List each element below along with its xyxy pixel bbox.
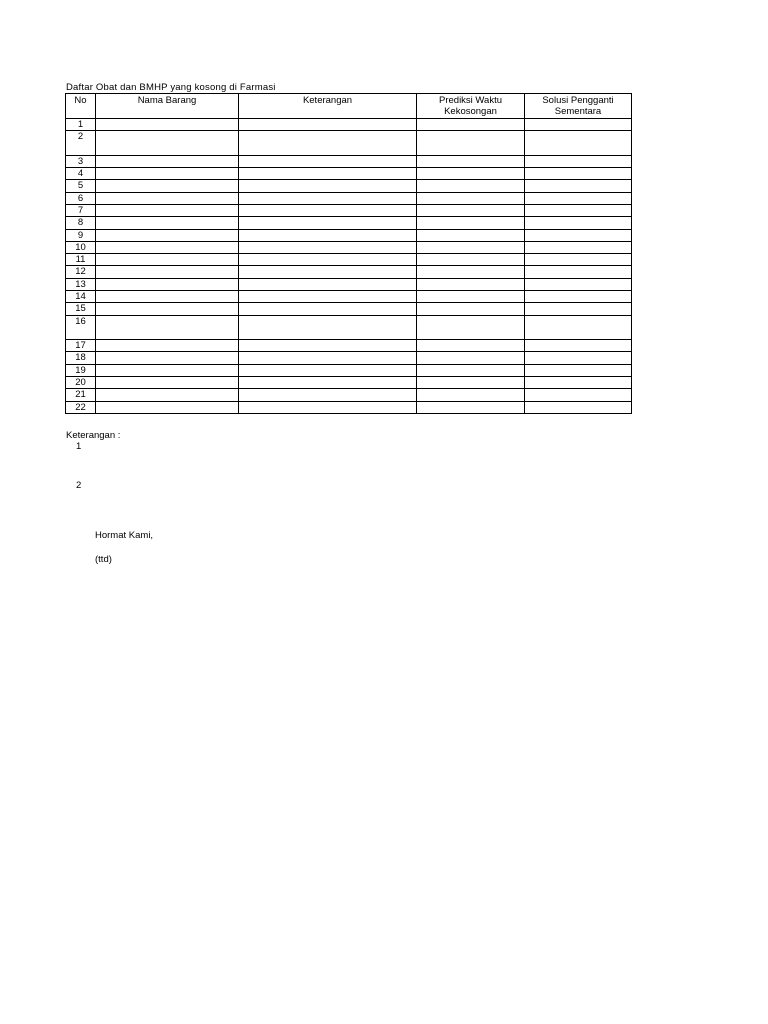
table-row bbox=[66, 266, 632, 278]
cell-solusi[interactable] bbox=[525, 266, 632, 278]
cell-nama-barang[interactable] bbox=[96, 377, 239, 389]
table-row bbox=[66, 291, 632, 303]
table-row bbox=[66, 315, 632, 340]
header-solusi-pengganti: Solusi Pengganti Sementara bbox=[525, 94, 632, 119]
row-number: 11 bbox=[66, 254, 96, 266]
table-row bbox=[66, 340, 632, 352]
cell-solusi[interactable] bbox=[525, 229, 632, 241]
row-number: 13 bbox=[66, 278, 96, 290]
cell-keterangan[interactable] bbox=[239, 204, 417, 216]
header-prediksi-waktu: Prediksi Waktu Kekosongan bbox=[417, 94, 525, 119]
table-row bbox=[66, 254, 632, 266]
cell-keterangan[interactable] bbox=[239, 229, 417, 241]
cell-solusi[interactable] bbox=[525, 119, 632, 131]
row-number: 14 bbox=[66, 291, 96, 303]
cell-solusi[interactable] bbox=[525, 241, 632, 253]
table-header-row bbox=[66, 94, 632, 119]
cell-solusi[interactable] bbox=[525, 131, 632, 156]
cell-prediksi[interactable] bbox=[417, 254, 525, 266]
cell-solusi[interactable] bbox=[525, 401, 632, 413]
cell-nama-barang[interactable] bbox=[96, 291, 239, 303]
cell-prediksi[interactable] bbox=[417, 340, 525, 352]
row-number: 22 bbox=[66, 401, 96, 413]
cell-nama-barang[interactable] bbox=[96, 401, 239, 413]
closing-greeting: Hormat Kami, bbox=[95, 530, 154, 541]
cell-prediksi[interactable] bbox=[417, 155, 525, 167]
row-number: 6 bbox=[66, 192, 96, 204]
table-row bbox=[66, 389, 632, 401]
cell-keterangan[interactable] bbox=[239, 389, 417, 401]
cell-prediksi[interactable] bbox=[417, 217, 525, 229]
cell-nama-barang[interactable] bbox=[96, 364, 239, 376]
cell-nama-barang[interactable] bbox=[96, 131, 239, 156]
cell-nama-barang[interactable] bbox=[96, 340, 239, 352]
cell-nama-barang[interactable] bbox=[96, 389, 239, 401]
cell-keterangan[interactable] bbox=[239, 192, 417, 204]
table-row bbox=[66, 278, 632, 290]
row-number: 2 bbox=[66, 131, 96, 156]
cell-prediksi[interactable] bbox=[417, 119, 525, 131]
note-item-number: 1 bbox=[76, 441, 82, 452]
cell-keterangan[interactable] bbox=[239, 155, 417, 167]
header-no: No bbox=[66, 94, 96, 119]
cell-prediksi[interactable] bbox=[417, 131, 525, 156]
row-number: 20 bbox=[66, 377, 96, 389]
cell-solusi[interactable] bbox=[525, 204, 632, 216]
table-row bbox=[66, 377, 632, 389]
cell-solusi[interactable] bbox=[525, 315, 632, 340]
cell-prediksi[interactable] bbox=[417, 192, 525, 204]
cell-nama-barang[interactable] bbox=[96, 303, 239, 315]
row-number: 21 bbox=[66, 389, 96, 401]
cell-keterangan[interactable] bbox=[239, 119, 417, 131]
cell-keterangan[interactable] bbox=[239, 364, 417, 376]
row-number: 17 bbox=[66, 340, 96, 352]
note-item-number: 2 bbox=[76, 480, 82, 491]
cell-solusi[interactable] bbox=[525, 303, 632, 315]
cell-prediksi[interactable] bbox=[417, 241, 525, 253]
cell-prediksi[interactable] bbox=[417, 168, 525, 180]
cell-solusi[interactable] bbox=[525, 340, 632, 352]
table-row bbox=[66, 352, 632, 364]
row-number: 8 bbox=[66, 217, 96, 229]
cell-keterangan[interactable] bbox=[239, 340, 417, 352]
table-row bbox=[66, 229, 632, 241]
cell-solusi[interactable] bbox=[525, 364, 632, 376]
cell-solusi[interactable] bbox=[525, 389, 632, 401]
cell-solusi[interactable] bbox=[525, 291, 632, 303]
cell-prediksi[interactable] bbox=[417, 204, 525, 216]
header-nama-barang: Nama Barang bbox=[96, 94, 239, 119]
medicine-table bbox=[65, 93, 632, 414]
cell-nama-barang[interactable] bbox=[96, 192, 239, 204]
cell-keterangan[interactable] bbox=[239, 254, 417, 266]
table-row bbox=[66, 303, 632, 315]
cell-keterangan[interactable] bbox=[239, 278, 417, 290]
cell-prediksi[interactable] bbox=[417, 401, 525, 413]
cell-solusi[interactable] bbox=[525, 352, 632, 364]
cell-keterangan[interactable] bbox=[239, 241, 417, 253]
row-number: 12 bbox=[66, 266, 96, 278]
cell-prediksi[interactable] bbox=[417, 278, 525, 290]
row-number: 10 bbox=[66, 241, 96, 253]
table-row bbox=[66, 217, 632, 229]
cell-keterangan[interactable] bbox=[239, 180, 417, 192]
cell-prediksi[interactable] bbox=[417, 303, 525, 315]
cell-nama-barang[interactable] bbox=[96, 168, 239, 180]
row-number: 3 bbox=[66, 155, 96, 167]
cell-nama-barang[interactable] bbox=[96, 315, 239, 340]
cell-solusi[interactable] bbox=[525, 192, 632, 204]
cell-keterangan[interactable] bbox=[239, 352, 417, 364]
table-row bbox=[66, 241, 632, 253]
cell-keterangan[interactable] bbox=[239, 266, 417, 278]
cell-nama-barang[interactable] bbox=[96, 204, 239, 216]
row-number: 4 bbox=[66, 168, 96, 180]
cell-solusi[interactable] bbox=[525, 180, 632, 192]
cell-nama-barang[interactable] bbox=[96, 241, 239, 253]
table-row bbox=[66, 204, 632, 216]
header-keterangan: Keterangan bbox=[239, 94, 417, 119]
row-number: 16 bbox=[66, 315, 96, 340]
row-number: 18 bbox=[66, 352, 96, 364]
cell-keterangan[interactable] bbox=[239, 377, 417, 389]
table-row bbox=[66, 155, 632, 167]
cell-keterangan[interactable] bbox=[239, 168, 417, 180]
row-number: 9 bbox=[66, 229, 96, 241]
table-row bbox=[66, 192, 632, 204]
cell-nama-barang[interactable] bbox=[96, 352, 239, 364]
signature-placeholder: (ttd) bbox=[95, 554, 112, 565]
cell-solusi[interactable] bbox=[525, 254, 632, 266]
cell-prediksi[interactable] bbox=[417, 389, 525, 401]
cell-prediksi[interactable] bbox=[417, 364, 525, 376]
cell-keterangan[interactable] bbox=[239, 401, 417, 413]
row-number: 15 bbox=[66, 303, 96, 315]
table-row bbox=[66, 168, 632, 180]
cell-keterangan[interactable] bbox=[239, 217, 417, 229]
cell-nama-barang[interactable] bbox=[96, 229, 239, 241]
cell-prediksi[interactable] bbox=[417, 352, 525, 364]
cell-nama-barang[interactable] bbox=[96, 266, 239, 278]
table-row bbox=[66, 180, 632, 192]
document-title: Daftar Obat dan BMHP yang kosong di Farmasi bbox=[66, 82, 276, 93]
cell-nama-barang[interactable] bbox=[96, 119, 239, 131]
cell-prediksi[interactable] bbox=[417, 315, 525, 340]
table-row bbox=[66, 119, 632, 131]
cell-nama-barang[interactable] bbox=[96, 180, 239, 192]
row-number: 1 bbox=[66, 119, 96, 131]
cell-nama-barang[interactable] bbox=[96, 217, 239, 229]
notes-label: Keterangan : bbox=[66, 430, 121, 441]
table-row bbox=[66, 364, 632, 376]
cell-solusi[interactable] bbox=[525, 278, 632, 290]
cell-solusi[interactable] bbox=[525, 155, 632, 167]
row-number: 7 bbox=[66, 204, 96, 216]
cell-keterangan[interactable] bbox=[239, 315, 417, 340]
cell-nama-barang[interactable] bbox=[96, 278, 239, 290]
row-number: 19 bbox=[66, 364, 96, 376]
cell-solusi[interactable] bbox=[525, 168, 632, 180]
cell-prediksi[interactable] bbox=[417, 291, 525, 303]
cell-keterangan[interactable] bbox=[239, 303, 417, 315]
cell-solusi[interactable] bbox=[525, 217, 632, 229]
cell-prediksi[interactable] bbox=[417, 377, 525, 389]
cell-prediksi[interactable] bbox=[417, 180, 525, 192]
cell-nama-barang[interactable] bbox=[96, 155, 239, 167]
cell-solusi[interactable] bbox=[525, 377, 632, 389]
cell-keterangan[interactable] bbox=[239, 131, 417, 156]
cell-nama-barang[interactable] bbox=[96, 254, 239, 266]
cell-prediksi[interactable] bbox=[417, 229, 525, 241]
table-row bbox=[66, 131, 632, 156]
cell-keterangan[interactable] bbox=[239, 291, 417, 303]
row-number: 5 bbox=[66, 180, 96, 192]
table-row bbox=[66, 401, 632, 413]
cell-prediksi[interactable] bbox=[417, 266, 525, 278]
